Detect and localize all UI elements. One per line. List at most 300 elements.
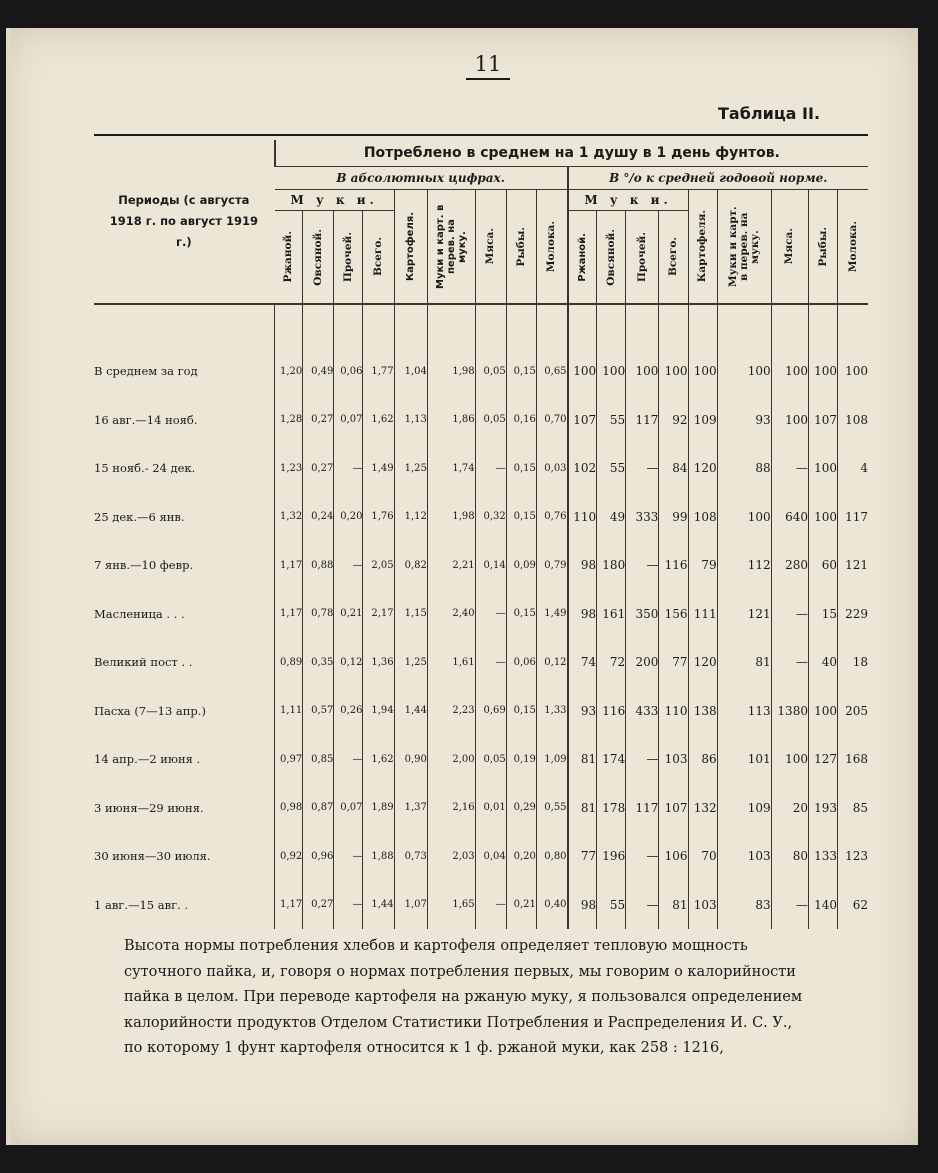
- percent-value-cell: —: [626, 444, 659, 493]
- absolute-value-cell: 0,05: [475, 396, 506, 445]
- absolute-value-cell: —: [334, 444, 363, 493]
- col-header-abs: [427, 190, 475, 305]
- table-row: [94, 881, 868, 930]
- percent-value-cell: 100: [717, 493, 771, 542]
- period-cell: Великий пост . .: [94, 655, 193, 670]
- group-percent-header: В °/о к средней годовой норме.: [568, 167, 868, 190]
- percent-value-cell: 18: [838, 638, 868, 687]
- percent-value-cell: 100: [717, 347, 771, 396]
- col-header-pct: [808, 190, 837, 305]
- absolute-value-cell: 1,15: [394, 590, 427, 639]
- spacer-cell: [659, 304, 688, 347]
- absolute-value-cell: 0,15: [506, 687, 536, 736]
- absolute-value-cell: 1,65: [427, 881, 475, 930]
- absolute-value-cell: 0,20: [334, 493, 363, 542]
- muka-absolute-header: М у к и.: [275, 190, 394, 211]
- absolute-value-cell: 0,15: [506, 493, 536, 542]
- paragraph-line: суточного пайка, и, говоря о нормах потребления первых, мы говорим о калорийности: [124, 963, 796, 980]
- col-header-abs: [475, 190, 506, 305]
- table-row: [94, 735, 868, 784]
- percent-value-cell: 121: [838, 541, 868, 590]
- absolute-value-cell: 1,61: [427, 638, 475, 687]
- percent-value-cell: 55: [597, 881, 626, 930]
- col-header-pct-text: Всего.: [666, 237, 679, 277]
- absolute-value-cell: 0,88: [303, 541, 334, 590]
- col-header-abs-text: Ржаной.: [281, 231, 294, 283]
- percent-value-cell: 100: [626, 347, 659, 396]
- col-header-abs-text: Молока.: [545, 220, 558, 273]
- page-edge: [6, 28, 11, 1145]
- absolute-value-cell: 0,27: [303, 444, 334, 493]
- absolute-value-cell: 1,12: [394, 493, 427, 542]
- percent-value-cell: 100: [568, 347, 597, 396]
- absolute-value-cell: 2,40: [427, 590, 475, 639]
- period-cell: В среднем за год: [94, 364, 198, 379]
- absolute-value-cell: 0,21: [506, 881, 536, 930]
- absolute-value-cell: 0,49: [303, 347, 334, 396]
- absolute-value-cell: —: [475, 444, 506, 493]
- table-row: [94, 590, 868, 639]
- absolute-value-cell: 0,15: [506, 590, 536, 639]
- table-row: [94, 638, 868, 687]
- col-header-pct: [688, 190, 717, 305]
- spacer-cell: [427, 304, 475, 347]
- percent-value-cell: 93: [568, 687, 597, 736]
- period-cell: 25 дек.—6 янв.: [94, 509, 185, 524]
- absolute-value-cell: 1,37: [394, 784, 427, 833]
- absolute-value-cell: 1,09: [536, 735, 567, 784]
- percent-value-cell: 100: [808, 347, 837, 396]
- absolute-value-cell: 2,21: [427, 541, 475, 590]
- spacer-cell: [363, 304, 394, 347]
- absolute-value-cell: 0,12: [334, 638, 363, 687]
- spacer-cell: [475, 304, 506, 347]
- percent-value-cell: 161: [597, 590, 626, 639]
- percent-value-cell: 117: [838, 493, 868, 542]
- percent-value-cell: —: [771, 590, 808, 639]
- percent-value-cell: 77: [659, 638, 688, 687]
- body-paragraph: [124, 934, 864, 1062]
- col-header-pct: [626, 211, 659, 305]
- absolute-value-cell: 0,07: [334, 396, 363, 445]
- percent-value-cell: 107: [808, 396, 837, 445]
- percent-value-cell: 4: [838, 444, 868, 493]
- period-cell: Пасха (7—13 апр.): [94, 703, 206, 718]
- absolute-value-cell: 0,57: [303, 687, 334, 736]
- absolute-value-cell: 1,44: [394, 687, 427, 736]
- absolute-value-cell: 1,49: [363, 444, 394, 493]
- percent-value-cell: 77: [568, 832, 597, 881]
- col-header-pct: [568, 211, 597, 305]
- percent-value-cell: 81: [717, 638, 771, 687]
- percent-value-cell: 100: [597, 347, 626, 396]
- percent-value-cell: 55: [597, 444, 626, 493]
- percent-value-cell: 92: [659, 396, 688, 445]
- percent-value-cell: —: [626, 541, 659, 590]
- absolute-value-cell: 0,32: [475, 493, 506, 542]
- absolute-value-cell: 0,96: [303, 832, 334, 881]
- col-header-pct: [838, 190, 868, 305]
- percent-value-cell: 100: [659, 347, 688, 396]
- table-row: [94, 541, 868, 590]
- col-header-abs-text: Прочей.: [341, 231, 354, 283]
- percent-value-cell: 103: [659, 735, 688, 784]
- absolute-value-cell: 0,29: [506, 784, 536, 833]
- absolute-value-cell: 1,98: [427, 347, 475, 396]
- absolute-value-cell: 0,15: [506, 444, 536, 493]
- spacer-cell: [568, 304, 597, 347]
- percent-value-cell: 110: [659, 687, 688, 736]
- percent-value-cell: 81: [568, 735, 597, 784]
- absolute-value-cell: 1,17: [275, 541, 303, 590]
- absolute-value-cell: 0,14: [475, 541, 506, 590]
- absolute-value-cell: 0,89: [275, 638, 303, 687]
- period-cell: Масленица . . .: [94, 606, 185, 621]
- absolute-value-cell: 0,80: [536, 832, 567, 881]
- absolute-value-cell: 0,09: [506, 541, 536, 590]
- percent-value-cell: 120: [688, 444, 717, 493]
- percent-value-cell: 110: [568, 493, 597, 542]
- percent-value-cell: 180: [597, 541, 626, 590]
- document-page: [6, 28, 918, 1145]
- period-cell: 30 июня—30 июля.: [94, 849, 211, 864]
- col-header-pct-text: Молока.: [846, 220, 859, 273]
- period-cell: 16 авг.—14 нояб.: [94, 412, 198, 427]
- percent-value-cell: 98: [568, 590, 597, 639]
- table-row: [94, 396, 868, 445]
- percent-value-cell: 205: [838, 687, 868, 736]
- absolute-value-cell: 1,33: [536, 687, 567, 736]
- spacer-cell: [94, 304, 275, 347]
- percent-value-cell: 121: [717, 590, 771, 639]
- absolute-value-cell: 1,20: [275, 347, 303, 396]
- percent-value-cell: 174: [597, 735, 626, 784]
- absolute-value-cell: 1,13: [394, 396, 427, 445]
- paragraph-line: Высота нормы потребления хлебов и картофеля определяет тепловую мощность: [124, 938, 748, 954]
- col-header-pct-text: Муки и карт. в перев. на муку.: [726, 206, 761, 287]
- absolute-value-cell: 0,97: [275, 735, 303, 784]
- percent-value-cell: 55: [597, 396, 626, 445]
- absolute-value-cell: 1,77: [363, 347, 394, 396]
- spacer-cell: [275, 304, 303, 347]
- absolute-value-cell: 0,78: [303, 590, 334, 639]
- spacer-cell: [334, 304, 363, 347]
- col-header-abs-text: Мяса.: [484, 228, 497, 265]
- absolute-value-cell: 0,85: [303, 735, 334, 784]
- col-header-abs: [334, 211, 363, 305]
- percent-value-cell: 229: [838, 590, 868, 639]
- spacer-cell: [506, 304, 536, 347]
- spacer-cell: [394, 304, 427, 347]
- absolute-value-cell: 2,05: [363, 541, 394, 590]
- spacer-cell: [303, 304, 334, 347]
- absolute-value-cell: 1,07: [394, 881, 427, 930]
- percent-value-cell: 15: [808, 590, 837, 639]
- percent-value-cell: 140: [808, 881, 837, 930]
- spacer-cell: [688, 304, 717, 347]
- absolute-value-cell: 0,04: [475, 832, 506, 881]
- percent-value-cell: 156: [659, 590, 688, 639]
- percent-value-cell: 1380: [771, 687, 808, 736]
- percent-value-cell: 102: [568, 444, 597, 493]
- col-header-abs-text: Овсяной.: [311, 228, 324, 286]
- absolute-value-cell: 1,49: [536, 590, 567, 639]
- spacer-cell: [626, 304, 659, 347]
- percent-value-cell: 178: [597, 784, 626, 833]
- percent-value-cell: 109: [717, 784, 771, 833]
- percent-value-cell: 100: [838, 347, 868, 396]
- consumption-table: [94, 140, 868, 929]
- absolute-value-cell: —: [475, 638, 506, 687]
- absolute-value-cell: 0,76: [536, 493, 567, 542]
- table-row: [94, 444, 868, 493]
- percent-value-cell: 120: [688, 638, 717, 687]
- table-row: [94, 347, 868, 396]
- absolute-value-cell: 1,94: [363, 687, 394, 736]
- main-header: Потреблено в среднем на 1 душу в 1 день фунтов.: [275, 140, 868, 167]
- absolute-value-cell: 0,21: [334, 590, 363, 639]
- percent-value-cell: 81: [568, 784, 597, 833]
- absolute-value-cell: 0,90: [394, 735, 427, 784]
- percent-value-cell: 80: [771, 832, 808, 881]
- percent-value-cell: 107: [568, 396, 597, 445]
- col-header-pct-text: Овсяной.: [604, 228, 617, 286]
- percent-value-cell: 101: [717, 735, 771, 784]
- absolute-value-cell: —: [334, 541, 363, 590]
- absolute-value-cell: 0,01: [475, 784, 506, 833]
- percent-value-cell: 111: [688, 590, 717, 639]
- absolute-value-cell: —: [334, 735, 363, 784]
- percent-value-cell: 113: [717, 687, 771, 736]
- table-row: [94, 687, 868, 736]
- muka-percent-header: М у к и.: [568, 190, 688, 211]
- percent-value-cell: —: [626, 881, 659, 930]
- absolute-value-cell: 1,62: [363, 735, 394, 784]
- spacer-cell: [838, 304, 868, 347]
- absolute-value-cell: 0,19: [506, 735, 536, 784]
- table-top-rule: [94, 134, 868, 136]
- percent-value-cell: 100: [808, 687, 837, 736]
- percent-value-cell: 40: [808, 638, 837, 687]
- absolute-value-cell: 0,07: [334, 784, 363, 833]
- table-label: Таблица II.: [718, 104, 821, 123]
- percent-value-cell: 106: [659, 832, 688, 881]
- percent-value-cell: 62: [838, 881, 868, 930]
- percent-value-cell: —: [626, 832, 659, 881]
- percent-value-cell: 350: [626, 590, 659, 639]
- absolute-value-cell: 1,32: [275, 493, 303, 542]
- absolute-value-cell: 1,25: [394, 444, 427, 493]
- absolute-value-cell: 0,12: [536, 638, 567, 687]
- period-cell: 14 апр.—2 июня .: [94, 752, 201, 767]
- page-number: 11: [466, 52, 510, 80]
- period-header-text: Периоды (с августа 1918 г. по август 1919 г.): [109, 193, 258, 249]
- percent-value-cell: 49: [597, 493, 626, 542]
- percent-value-cell: 108: [688, 493, 717, 542]
- spacer-cell: [536, 304, 567, 347]
- percent-value-cell: 93: [717, 396, 771, 445]
- absolute-value-cell: 0,69: [475, 687, 506, 736]
- absolute-value-cell: —: [475, 590, 506, 639]
- paragraph-line: калорийности продуктов Отделом Статистики Потребления и Распределения И. С. У.,: [124, 1014, 793, 1031]
- absolute-value-cell: 0,05: [475, 347, 506, 396]
- percent-value-cell: 100: [688, 347, 717, 396]
- period-cell: 15 нояб.- 24 дек.: [94, 461, 196, 476]
- percent-value-cell: 333: [626, 493, 659, 542]
- percent-value-cell: 196: [597, 832, 626, 881]
- col-header-abs-text: Муки и карт. в перев. на муку.: [434, 204, 468, 289]
- percent-value-cell: 109: [688, 396, 717, 445]
- col-header-abs-text: Рыбы.: [514, 226, 527, 267]
- col-header-pct: [717, 190, 771, 305]
- percent-value-cell: 70: [688, 832, 717, 881]
- absolute-value-cell: 0,24: [303, 493, 334, 542]
- absolute-value-cell: 1,86: [427, 396, 475, 445]
- percent-value-cell: 100: [771, 735, 808, 784]
- absolute-value-cell: 0,15: [506, 347, 536, 396]
- spacer-cell: [771, 304, 808, 347]
- absolute-value-cell: 0,06: [334, 347, 363, 396]
- absolute-value-cell: 1,17: [275, 881, 303, 930]
- percent-value-cell: —: [771, 444, 808, 493]
- absolute-value-cell: 2,00: [427, 735, 475, 784]
- percent-value-cell: 107: [659, 784, 688, 833]
- percent-value-cell: 83: [717, 881, 771, 930]
- percent-value-cell: 81: [659, 881, 688, 930]
- percent-value-cell: 100: [808, 493, 837, 542]
- absolute-value-cell: 1,25: [394, 638, 427, 687]
- spacer-cell: [717, 304, 771, 347]
- absolute-value-cell: 2,17: [363, 590, 394, 639]
- percent-value-cell: 103: [688, 881, 717, 930]
- percent-value-cell: 72: [597, 638, 626, 687]
- col-header-abs: [536, 190, 567, 305]
- absolute-value-cell: 0,92: [275, 832, 303, 881]
- percent-value-cell: 116: [597, 687, 626, 736]
- percent-value-cell: 100: [771, 396, 808, 445]
- absolute-value-cell: 1,88: [363, 832, 394, 881]
- spacer-cell: [808, 304, 837, 347]
- paragraph-line: пайка в целом. При переводе картофеля на ржаную муку, я пользовался определением: [124, 989, 803, 1005]
- table-row: [94, 784, 868, 833]
- col-header-abs: [303, 211, 334, 305]
- absolute-value-cell: 2,23: [427, 687, 475, 736]
- absolute-value-cell: 2,03: [427, 832, 475, 881]
- percent-value-cell: 640: [771, 493, 808, 542]
- percent-value-cell: 116: [659, 541, 688, 590]
- percent-value-cell: 100: [808, 444, 837, 493]
- percent-value-cell: —: [771, 638, 808, 687]
- absolute-value-cell: 0,03: [536, 444, 567, 493]
- percent-value-cell: 100: [771, 347, 808, 396]
- percent-value-cell: 117: [626, 396, 659, 445]
- paragraph-line: по которому 1 фунт картофеля относится к 1 ф. ржаной муки, как 258 : 1216,: [124, 1040, 724, 1056]
- absolute-value-cell: 0,55: [536, 784, 567, 833]
- percent-value-cell: 85: [838, 784, 868, 833]
- percent-value-cell: 20: [771, 784, 808, 833]
- absolute-value-cell: 1,62: [363, 396, 394, 445]
- absolute-value-cell: 1,89: [363, 784, 394, 833]
- col-header-pct: [771, 190, 808, 305]
- table-body: [94, 304, 868, 929]
- percent-value-cell: 98: [568, 881, 597, 930]
- table-spacer-row: [94, 304, 868, 347]
- absolute-value-cell: 1,44: [363, 881, 394, 930]
- period-header: [94, 140, 275, 304]
- absolute-value-cell: 1,98: [427, 493, 475, 542]
- absolute-value-cell: —: [475, 881, 506, 930]
- percent-value-cell: 123: [838, 832, 868, 881]
- col-header-abs: [394, 190, 427, 305]
- percent-value-cell: 127: [808, 735, 837, 784]
- absolute-value-cell: 0,27: [303, 881, 334, 930]
- percent-value-cell: 84: [659, 444, 688, 493]
- absolute-value-cell: 0,98: [275, 784, 303, 833]
- percent-value-cell: 60: [808, 541, 837, 590]
- col-header-pct-text: Картофеля.: [696, 210, 709, 283]
- table-row: [94, 493, 868, 542]
- percent-value-cell: 98: [568, 541, 597, 590]
- absolute-value-cell: 1,74: [427, 444, 475, 493]
- col-header-pct-text: Рыбы.: [816, 226, 829, 267]
- absolute-value-cell: 1,11: [275, 687, 303, 736]
- absolute-value-cell: 0,35: [303, 638, 334, 687]
- col-header-pct-text: Прочей.: [635, 231, 648, 283]
- absolute-value-cell: 0,06: [506, 638, 536, 687]
- percent-value-cell: 88: [717, 444, 771, 493]
- absolute-value-cell: 1,28: [275, 396, 303, 445]
- percent-value-cell: 103: [717, 832, 771, 881]
- percent-value-cell: 280: [771, 541, 808, 590]
- spacer-cell: [597, 304, 626, 347]
- absolute-value-cell: 1,17: [275, 590, 303, 639]
- absolute-value-cell: 0,20: [506, 832, 536, 881]
- percent-value-cell: 433: [626, 687, 659, 736]
- col-header-abs: [363, 211, 394, 305]
- absolute-value-cell: 0,87: [303, 784, 334, 833]
- period-cell: 1 авг.—15 авг. .: [94, 897, 189, 912]
- percent-value-cell: —: [626, 735, 659, 784]
- col-header-abs: [275, 211, 303, 305]
- group-absolute-header: В абсолютных цифрах.: [275, 167, 568, 190]
- percent-value-cell: 74: [568, 638, 597, 687]
- percent-value-cell: —: [771, 881, 808, 930]
- absolute-value-cell: 0,65: [536, 347, 567, 396]
- percent-value-cell: 86: [688, 735, 717, 784]
- absolute-value-cell: —: [334, 881, 363, 930]
- percent-value-cell: 99: [659, 493, 688, 542]
- absolute-value-cell: 0,16: [506, 396, 536, 445]
- col-header-abs-text: Картофеля.: [405, 212, 417, 281]
- col-header-pct: [597, 211, 626, 305]
- absolute-value-cell: 0,26: [334, 687, 363, 736]
- percent-value-cell: 112: [717, 541, 771, 590]
- period-cell: 7 янв.—10 февр.: [94, 558, 194, 573]
- absolute-value-cell: 0,05: [475, 735, 506, 784]
- absolute-value-cell: 0,82: [394, 541, 427, 590]
- col-header-abs-text: Всего.: [372, 237, 385, 277]
- absolute-value-cell: 1,76: [363, 493, 394, 542]
- table-row: [94, 832, 868, 881]
- percent-value-cell: 117: [626, 784, 659, 833]
- percent-value-cell: 193: [808, 784, 837, 833]
- col-header-abs: [506, 190, 536, 305]
- absolute-value-cell: —: [334, 832, 363, 881]
- absolute-value-cell: 0,70: [536, 396, 567, 445]
- percent-value-cell: 200: [626, 638, 659, 687]
- absolute-value-cell: 1,36: [363, 638, 394, 687]
- absolute-value-cell: 0,79: [536, 541, 567, 590]
